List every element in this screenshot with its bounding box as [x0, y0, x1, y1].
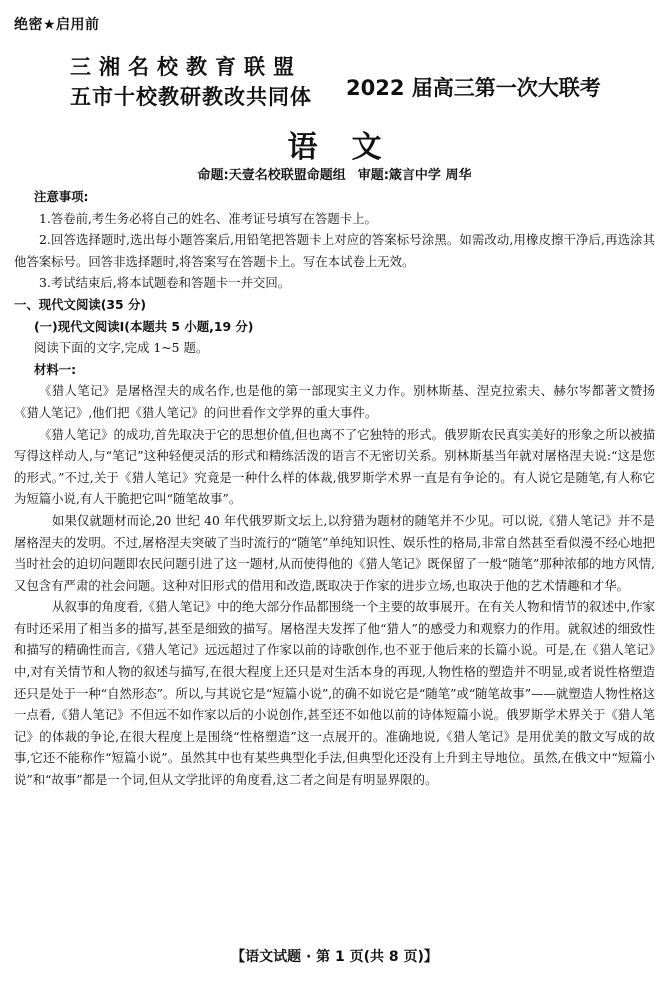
notice-item: 3.考试结束后,将本试题卷和答题卡一并交回。	[39, 275, 291, 291]
subject-title: 语文	[287, 130, 416, 165]
exam-title: 2022 届高三第一次大联考	[346, 76, 601, 100]
organizer-block	[70, 52, 312, 112]
material-label: 材料一:	[34, 361, 77, 377]
material-paragraph: 《猎人笔记》的成功,首先取决于它的思想价值,但也离不了它独特的形式。俄罗斯农民真实美好的形象之所以被描写得这样动人,与“笔记”这种轻便灵活的形式和精练活泼的语言不无密切关系。别林斯基当年就对屠格涅夫说:“这是您的形式。”不过,关于《猎人笔记》究竟是一种什么样的体裁,俄罗斯学术界一直是有争论的。有人说它是随笔,有人称它为短篇小说,有人干脆把它叫“随笔故事”。	[14, 426, 655, 507]
material-paragraph: 从叙事的角度看,《猎人笔记》中的绝大部分作品都围绕一个主要的故事展开。在有关人物和情节的叙述中,作家有时还采用了相当多的描写,甚至是细致的描写。屠格涅夫发挥了他“猎人”的感受力和观察力的作用。就叙述的细致性和描写的精确性而言,《猎人笔记》远远超过了作家以前的诗歌创作,也不亚于他后来的长篇小说。可是,在《猎人笔记》中,对有关情节和人物的叙述与描写,在很大程度上还只是对生活本身的再现,人物性格的塑造并不明显,或者说性格塑造还只是处于一种“自然形态”。所以,与其说它是“短篇小说”,的确不如说它是“随笔”或“随笔故事”——就塑造人物性格这一点看,《猎人笔记》不但远不如作家以后的小说创作,甚至还不如他以前的诗体短篇小说。俄罗斯学术界关于《猎人笔记》的体裁的争论,在很大程度上是围绕“性格塑造”这一点展开的。准确地说,《猎人笔记》是用优美的散文写成的故事,它还不能称作“短篇小说”。虽然其中也有某些典型化手法,但典型化还没有上升到主导地位。虽然,在俄文中“短篇小说”和“故事”都是一个词,但从文学批评的角度看,这二者之间是有明显界限的。	[14, 599, 655, 788]
notice-item: 2.回答选择题时,选出每小题答案后,用铅笔把答题卡上对应的答案标号涂黑。如需改动,用橡皮擦干净后,再选涂其他答案标号。回答非选择题时,将答案写在答题卡上。写在本试卷上无效。	[14, 232, 655, 269]
subsection-title: (一)现代文阅读Ⅰ(本题共 5 小题,19 分)	[34, 318, 254, 334]
exam-body	[14, 186, 655, 791]
material-paragraph: 《猎人笔记》是屠格涅夫的成名作,也是他的第一部现实主义力作。别林斯基、涅克拉索夫、赫尔岑都著文赞扬《猎人笔记》,他们把《猎人笔记》的问世看作文学界的重大事件。	[14, 383, 655, 420]
confidential-label: 绝密★启用前	[14, 17, 100, 33]
alliance-name-line2: 五市十校教研教改共同体	[70, 85, 312, 109]
question-setter: 命题:天壹名校联盟命题组	[197, 168, 346, 183]
section-title: 一、现代文阅读(35 分)	[14, 296, 147, 312]
notice-heading: 注意事项:	[34, 189, 89, 204]
credits-line	[0, 164, 669, 183]
alliance-name-line1: 三湘名校教育联盟	[70, 55, 302, 79]
notice-item: 1.答卷前,考生务必将自己的姓名、准考证号填写在答题卡上。	[39, 210, 377, 226]
reading-instruction: 阅读下面的文字,完成 1~5 题。	[34, 340, 209, 356]
question-reviewer: 审题:箴言中学 周华	[357, 168, 472, 183]
material-paragraph: 如果仅就题材而论,20 世纪 40 年代俄罗斯文坛上,以狩猎为题材的随笔并不少见。可以说,《猎人笔记》并不是屠格涅夫的发明。不过,屠格涅夫突破了当时流行的“随笔”单纯知识性、娱乐性的格局,非常自然甚至看似漫不经心地把当时社会的迫切问题即农民问题引进了这一题材,从而使得他的《猎人笔记》既保留了一般“随笔”那种浓郁的地方风情,又包含有严肃的社会问题。这种对旧形式的借用和改造,既取决于作家的进步立场,也取决于他的艺术情趣和才华。	[14, 512, 655, 593]
page-footer: 【语文试题 · 第 1 页(共 8 页)】	[231, 949, 438, 965]
